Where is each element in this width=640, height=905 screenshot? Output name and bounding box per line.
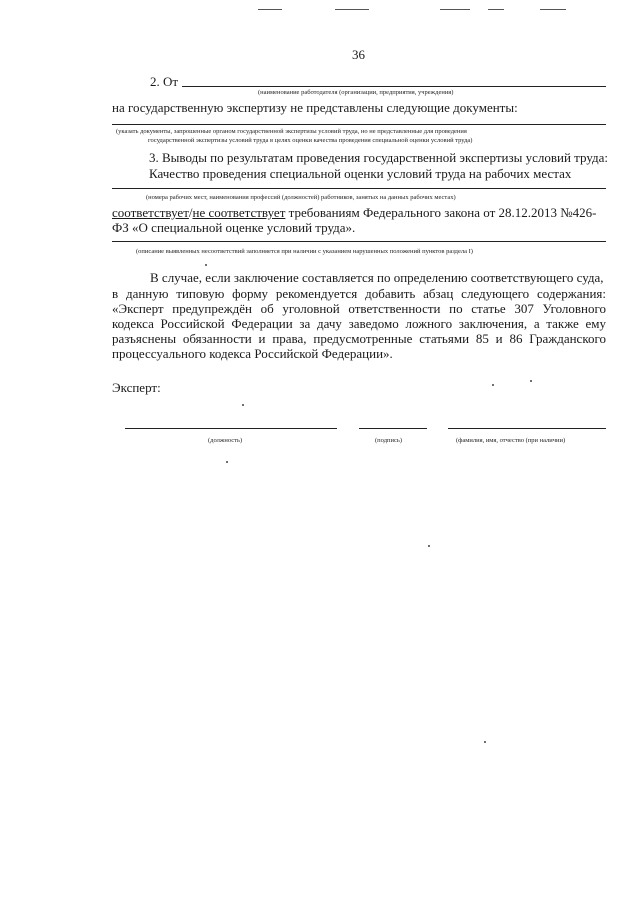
scan-artifact-line [540,9,566,10]
court-line-1: В случае, если заключение составляется по определению соответствующего суда, [150,270,604,285]
scan-speck [205,264,207,266]
name-caption: (фамилия, имя, отчество (при наличии) [456,437,566,444]
discrepancy-caption: (описание выявленных несоответствий заполняется при наличии с указанием нарушенных положений пунктов раздела I) [136,248,473,255]
scan-artifact-line [440,9,470,10]
page-number: 36 [352,47,365,62]
section3-heading: 3. Выводы по результатам проведения государственной экспертизы условий труда: [149,150,608,165]
documents-field-line [112,124,606,125]
compliance-separator: / [188,205,193,220]
scan-artifact-line [488,9,504,10]
compliance-rest: требованиям Федерального закона от 28.12.2013 №426- [285,205,597,220]
compliance-line [112,205,597,220]
scan-speck [492,384,494,386]
documents-caption-line1: (указать документы, запрошенные органом государственной экспертизы условий труда, но не представленные для проведения [116,128,467,135]
compliance-option-not: не соответствует [192,205,286,220]
court-line-2: в данную типовую форму рекомендуется добавить абзац следующего содержания: [112,286,606,301]
signature-line [359,428,427,429]
workplaces-caption: (номера рабочих мест, наименования профессий (должностей) работников, занятых на данных рабочих местах) [146,194,456,201]
section2-label: 2. От [150,74,179,89]
not-submitted-text: на государственную экспертизу не представлены следующие документы: [112,100,518,115]
court-line-6: процессуального кодекса Российской Федерации». [112,346,393,361]
name-line [448,428,606,429]
court-line-3: «Эксперт предупреждён об уголовной ответственности по статье 307 Уголовного [112,301,606,316]
scan-speck [242,404,244,406]
employer-field-line [182,86,606,87]
signature-caption: (подпись) [375,437,402,444]
scan-speck [484,741,486,743]
expert-label: Эксперт: [112,380,161,395]
position-line [125,428,337,429]
scan-artifact-line [258,9,282,10]
scan-speck [226,461,228,463]
law-line2: ФЗ «О специальной оценке условий труда». [112,220,356,235]
court-line-5: разъяснены обязанности и права, предусмотренные статьями 85 и 86 Гражданского [112,331,606,346]
employer-caption: (наименование работодателя (организации, предприятия, учреждения) [258,89,454,96]
workplaces-field-line [112,188,606,189]
quality-text: Качество проведения специальной оценки условий труда на рабочих местах [149,166,572,181]
compliance-option-complies: соответствует [112,205,189,220]
discrepancy-field-line [112,241,606,242]
scan-speck [428,545,430,547]
documents-caption-line2: государственной экспертизы условий труда в целях оценки качества проведения специальной оценки условий труда) [148,137,473,144]
scan-speck [530,380,532,382]
court-line-4: кодекса Российской Федерации за дачу заведомо ложного заключения, а также ему [112,316,606,331]
position-caption: (должность) [208,437,243,444]
scan-artifact-line [335,9,369,10]
